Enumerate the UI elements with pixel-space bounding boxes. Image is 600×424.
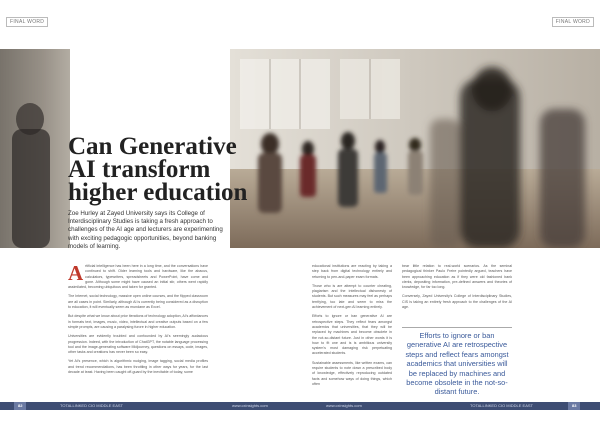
body-column-1: [68, 261, 208, 379]
website-url-left: www.cxinsights.com: [232, 403, 268, 408]
blurred-figure-icon: [0, 49, 70, 248]
body-paragraph: Universities are evidently troubled and confounded by AI's seemingly audacious progression. Indeed, with the introduction of ChatGPT, the notable language processing tool and the image-generating software Midjourney, questions on essays, code, images, other tasks and creations has never been so easy.: [68, 334, 208, 355]
page-number-right: 83: [568, 402, 580, 410]
dropcap: A: [68, 261, 84, 285]
hero-photo: [230, 49, 600, 248]
body-column-2: [312, 264, 392, 391]
article-title: Can Generative AI transform higher education: [68, 133, 248, 206]
hero-photo-left-bleed: [0, 49, 70, 248]
body-paragraph: Those who is are attempt to counter cheating, plagiarism and the intellectual dishonesty of students. But such measures may feel as perhaps terrifying, too late and seem to miss the achievement of next-gen AI learning entirely.: [312, 283, 392, 310]
body-paragraph: Yet AI's presence, which is algorithmic nudging, image tagging, social media profiles and trend recommendations, has been throttling in other ways for years, for the last decade at least. Having been caught off-guard by the inevitable of today, some: [68, 359, 208, 375]
body-text: rtificial intelligence has been here in a long time, and the conversations have continued to shift. Older learning tools and hardware, like the abacus, calculators, typewriters, spreadsheets and PowerPoint, have come and gone. Although some might have caused an initial stir, others went rapidly assimilated, becoming ubiquitous and taken for granted.: [68, 264, 208, 290]
footer-bar: [0, 402, 600, 410]
body-paragraph: But despite what we know about prior iterations of technology adoption, AI's affordances in formats text, images, music, video, intellectual and creative outputs based on a few simple prompts, are causing a paralysing furore in higher education.: [68, 314, 208, 329]
body-column-3: [402, 264, 512, 314]
corridor-photo-icon: [230, 49, 600, 248]
body-paragraph: bear little relation to real-world scenarios. As the seminal pedagogical thinker Paulo Freire pointedly argued, teachers have been approaching education as if they were old fashioned bank clerks, depositing information, pre-defined answers and theories of knowledge, for far too long.: [402, 264, 512, 290]
body-paragraph: Conversely, Zayed University's College of Interdisciplinary Studies, CIS is taking an entirely fresh approach to the challenges of the AI age.: [402, 294, 512, 310]
body-paragraph: Sustainable assessments, like written exams, can require students to note down a prescribed body of knowledge, effectively reproducing outdated facts and somehow ways of doing things, which often: [312, 360, 392, 386]
website-url-right: www.cxinsights.com: [326, 403, 362, 408]
publication-name-right: TOTALLINKED CIO MIDDLE EAST: [470, 403, 533, 408]
article-deck: Zoe Hurley at Zayed University says its College of Interdisciplinary Studies is taking a fresh approach to challenges of the AI age and lecturers are experimenting with exciting pedagogic opportunities, beyond banking models of learning.: [68, 210, 223, 250]
page-number-left: 82: [14, 402, 26, 410]
publication-name-left: TOTALLINKED CIO MIDDLE EAST: [60, 403, 123, 408]
pull-quote: Efforts to ignore or ban generative AI are retrospective steps and reflect fears amongst academics that universities will be replaced by machines and become obsolete in the not-so-distant future.: [402, 331, 512, 397]
body-paragraph: [68, 261, 208, 290]
body-paragraph: Efforts to ignore or ban generative AI are retrospective steps. They reflect fears amongst academics that universities, that they will be replaced by machines and become obsolete in the not-so-distant future. Just in other words it is how to fit one and is is ambitious university system's most damaging risk perpetuating accelerated students.: [312, 314, 392, 356]
section-tag-left: FINAL WORD: [6, 17, 48, 27]
section-tag-right: FINAL WORD: [552, 17, 594, 27]
body-paragraph: The Internet, social technology, massive open online courses, and the flipped classroom are all cases in point. Similarly, although AI is currently being considered as a disruption to education, it will eventually seem as mundane as Excel.: [68, 294, 208, 310]
body-paragraph: educational institutions are reacting by taking a step back from digital technology entirely and returning to pen-and-paper exam formats.: [312, 264, 392, 279]
